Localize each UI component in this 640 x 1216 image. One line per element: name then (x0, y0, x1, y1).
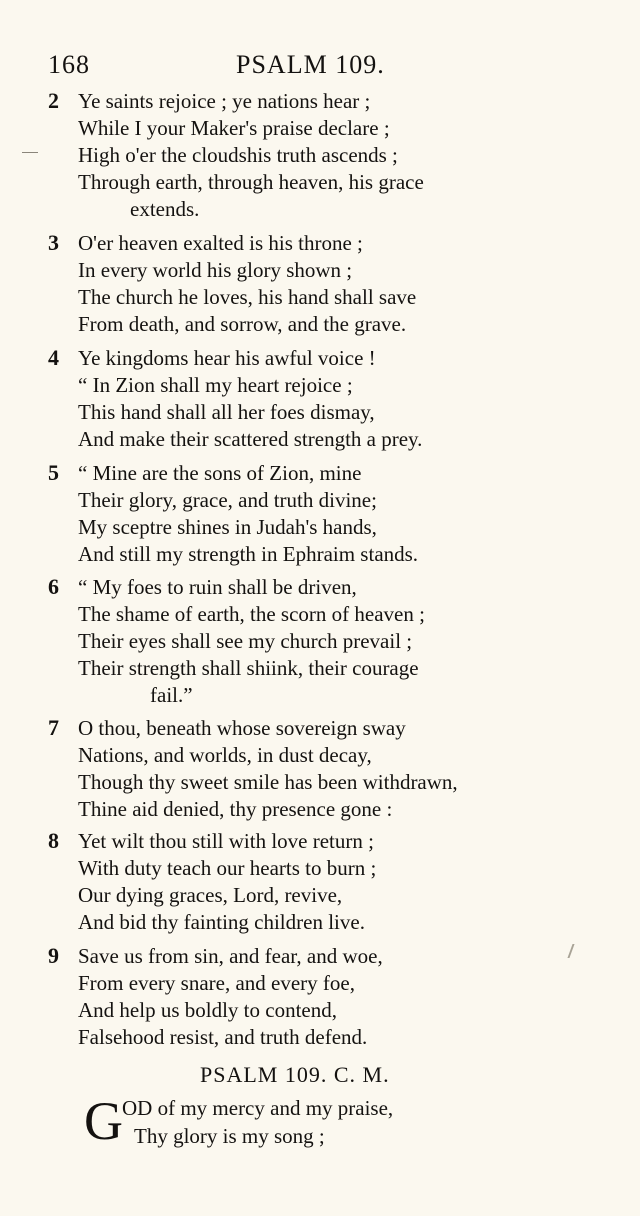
verse-line: From death, and sorrow, and the grave. (78, 312, 407, 336)
verse-line: And help us boldly to contend, (78, 998, 337, 1022)
stanza-number: 6 (48, 574, 59, 599)
verse-line: Ye kingdoms hear his awful voice ! (78, 346, 376, 370)
page-header (48, 50, 588, 82)
verse-line: Nations, and worlds, in dust decay, (78, 743, 372, 767)
verse-line: Our dying graces, Lord, revive, (78, 883, 343, 907)
verse-line: Save us from sin, and fear, and woe, (78, 944, 383, 968)
verse-line: “ Mine are the sons of Zion, mine (78, 461, 362, 485)
verse-line: And make their scattered strength a prey. (78, 427, 423, 451)
verse-line: My sceptre shines in Judah's hands, (78, 515, 377, 539)
stanza-number: 2 (48, 88, 59, 113)
stanza-number: 8 (48, 828, 59, 853)
margin-mark (567, 944, 584, 958)
page-number: 168 (48, 50, 90, 79)
verse-line: High o'er the cloudshis truth ascends ; (78, 143, 398, 167)
verse-line-turnover: extends. (130, 197, 200, 221)
verse-line: O thou, beneath whose sovereign sway (78, 716, 406, 740)
running-title: PSALM 109. (236, 50, 385, 79)
stanza-number: 5 (48, 460, 59, 485)
verse-line: This hand shall all her foes dismay, (78, 400, 375, 424)
drop-capital: G (84, 1091, 123, 1151)
stanza-number: 7 (48, 715, 59, 740)
verse-line: In every world his glory shown ; (78, 258, 353, 282)
verse-line: Through earth, through heaven, his grace (78, 170, 424, 194)
verse-line: O'er heaven exalted is his throne ; (78, 231, 363, 255)
hymn-first-line: OD of my mercy and my praise, (122, 1096, 394, 1120)
verse-line: With duty teach our hearts to burn ; (78, 856, 377, 880)
verse-line: Yet wilt thou still with love return ; (78, 829, 374, 853)
stanza-number: 3 (48, 230, 59, 255)
verse-line-turnover: fail.” (150, 683, 193, 707)
verse-line: The church he loves, his hand shall save (78, 285, 417, 309)
margin-mark (22, 152, 38, 153)
verse-line: Falsehood resist, and truth defend. (78, 1025, 368, 1049)
verse-line: Their strength shall shiink, their courage (78, 656, 419, 680)
verse-line: The shame of earth, the scorn of heaven ; (78, 602, 425, 626)
verse-line: Though thy sweet smile has been withdrawn, (78, 770, 458, 794)
verse-line: Their eyes shall see my church prevail ; (78, 629, 413, 653)
verse-line: Ye saints rejoice ; ye nations hear ; (78, 89, 371, 113)
verse-line: And bid thy fainting children live. (78, 910, 365, 934)
verse-line: Their glory, grace, and truth divine; (78, 488, 377, 512)
hymn-second-line: Thy glory is my song ; (134, 1124, 325, 1148)
verse-line: “ My foes to ruin shall be driven, (78, 575, 357, 599)
verse-line: “ In Zion shall my heart rejoice ; (78, 373, 353, 397)
stanza-number: 9 (48, 943, 59, 968)
hymn-title: PSALM 109. C. M. (200, 1062, 390, 1087)
verse-line: Thine aid denied, thy presence gone : (78, 797, 393, 821)
verse-line: While I your Maker's praise declare ; (78, 116, 390, 140)
verse-line: From every snare, and every foe, (78, 971, 355, 995)
verse-line: And still my strength in Ephraim stands. (78, 542, 419, 566)
stanza-number: 4 (48, 345, 59, 370)
